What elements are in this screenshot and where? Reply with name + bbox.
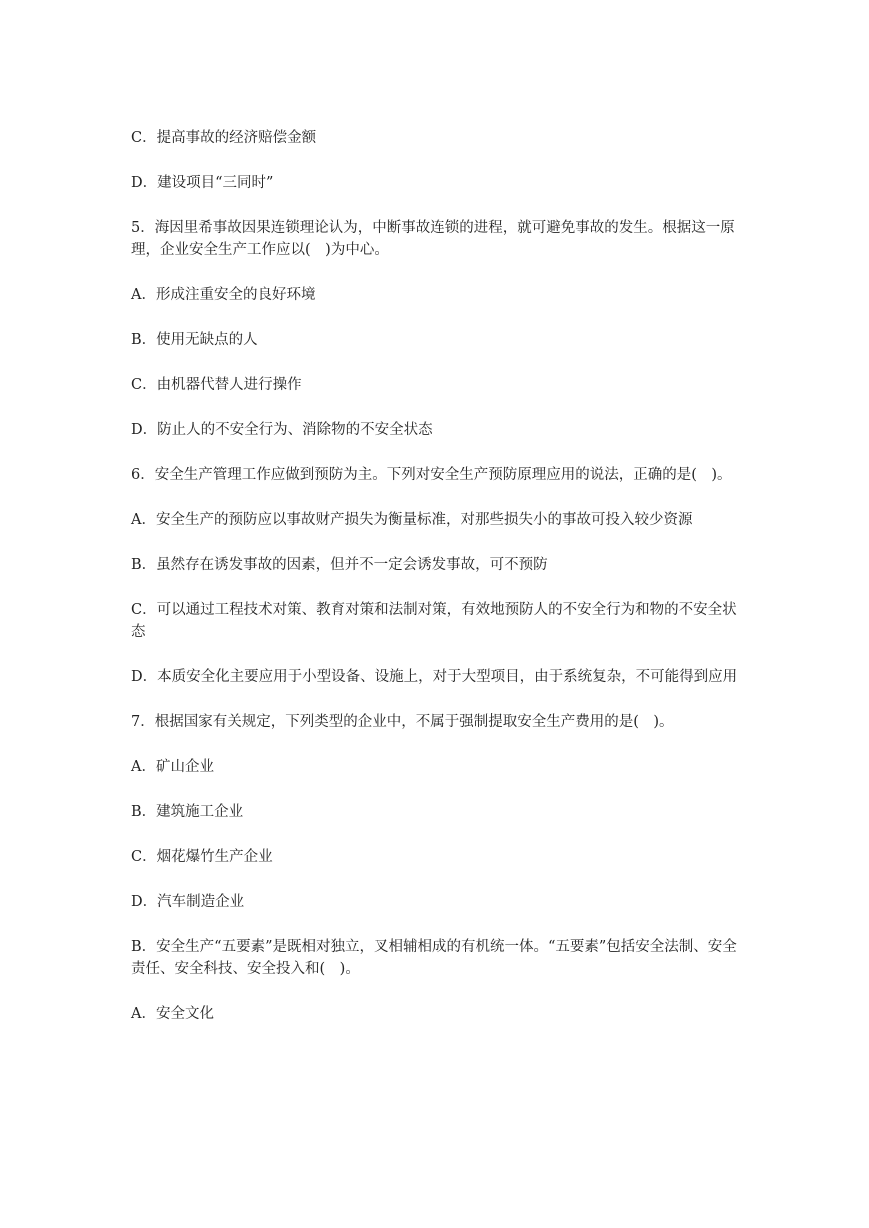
question-6: 6．安全生产管理工作应做到预防为主。下列对安全生产预防原理应用的说法，正确的是( )。 [131, 467, 732, 483]
document-body [131, 127, 741, 1048]
option-c-q5: C．由机器代替人进行操作 [131, 377, 302, 393]
option-d-q5: D．防止人的不安全行为、消除物的不安全状态 [131, 422, 433, 438]
option-a-q8: A．安全文化 [131, 1006, 214, 1022]
option-a-q7: A．矿山企业 [131, 759, 214, 775]
option-c-q6: C．可以通过工程技术对策、教育对策和法制对策，有效地预防人的不安全行为和物的不安全状态 [131, 602, 737, 640]
option-b-q6: B．虽然存在诱发事故的因素，但并不一定会诱发事故，可不预防 [131, 557, 548, 573]
option-d-q7: D．汽车制造企业 [131, 894, 245, 910]
question-8: B．安全生产“五要素”是既相对独立，叉相辅相成的有机统一体。“五要素”包括安全法制、安全责任、安全科技、安全投入和( )。 [131, 939, 737, 977]
option-a-q5: A．形成注重安全的良好环境 [131, 287, 316, 303]
question-5: 5．海因里希事故因果连锁理论认为，中断事故连锁的进程，就可避免事故的发生。根据这一原理，企业安全生产工作应以( )为中心。 [131, 220, 735, 258]
option-d-q6: D．本质安全化主要应用于小型设备、设施上，对于大型项目，由于系统复杂，不可能得到应用 [131, 669, 738, 685]
option-d-q4: D．建设项目“三同时” [131, 175, 274, 191]
option-b-q5: B．使用无缺点的人 [131, 332, 258, 348]
option-b-q7: B．建筑施工企业 [131, 804, 244, 820]
question-7: 7．根据国家有关规定，下列类型的企业中，不属于强制提取安全生产费用的是( )。 [131, 714, 674, 730]
option-a-q6: A．安全生产的预防应以事故财产损失为衡量标准，对那些损失小的事故可投入较少资源 [131, 512, 693, 528]
option-c-q7: C．烟花爆竹生产企业 [131, 849, 273, 865]
option-c-q4: C．提高事故的经济赔偿金额 [131, 130, 317, 146]
